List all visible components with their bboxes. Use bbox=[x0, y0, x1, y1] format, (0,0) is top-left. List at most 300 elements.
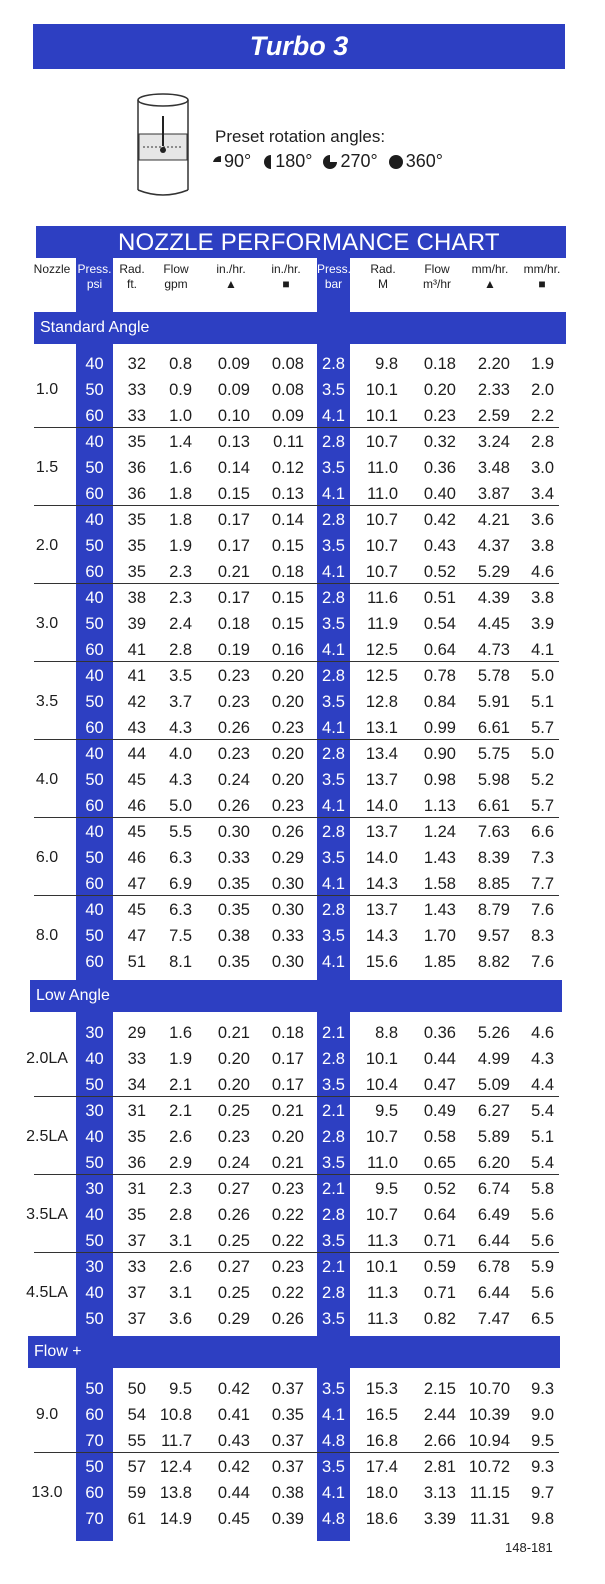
cell-press-psi: 40 bbox=[85, 433, 104, 451]
cell-rad-ft: 45 bbox=[127, 901, 146, 919]
cell-rad-m: 13.7 bbox=[365, 823, 398, 841]
group-divider bbox=[34, 817, 559, 818]
cell-flow-gpm: 10.8 bbox=[159, 1406, 192, 1424]
header-mm-hr-triangle: mm/hr. ▲ bbox=[471, 262, 509, 291]
cell-press-bar: 2.8 bbox=[322, 1050, 345, 1068]
nozzle-label: 9.0 bbox=[35, 1406, 59, 1423]
cell-in-hr-square: 0.20 bbox=[271, 667, 304, 685]
cell-press-bar: 3.5 bbox=[322, 1154, 345, 1172]
nozzle-label: 1.5 bbox=[35, 459, 59, 476]
cell-flow-m3: 0.42 bbox=[423, 511, 456, 529]
cell-press-bar: 2.8 bbox=[322, 1206, 345, 1224]
cell-flow-gpm: 3.5 bbox=[169, 667, 192, 685]
cell-press-psi: 70 bbox=[85, 1510, 104, 1528]
cell-flow-m3: 0.65 bbox=[423, 1154, 456, 1172]
cell-mm-hr-triangle: 2.59 bbox=[477, 407, 510, 425]
cell-flow-gpm: 2.1 bbox=[169, 1076, 192, 1094]
header-rad-ft: Rad. ft. bbox=[119, 262, 145, 291]
cell-flow-m3: 0.52 bbox=[423, 563, 456, 581]
cell-in-hr-square: 0.17 bbox=[271, 1076, 304, 1094]
cell-rad-m: 11.0 bbox=[367, 485, 398, 503]
cell-mm-hr-square: 3.8 bbox=[531, 537, 554, 555]
cell-mm-hr-triangle: 10.72 bbox=[468, 1458, 510, 1476]
header-press-psi: Press. psi bbox=[77, 262, 112, 291]
cell-flow-gpm: 2.3 bbox=[169, 589, 192, 607]
angle-label: 270° bbox=[340, 151, 378, 171]
cell-press-bar: 2.1 bbox=[322, 1258, 345, 1276]
cell-flow-gpm: 2.3 bbox=[169, 1180, 192, 1198]
cell-in-hr-triangle: 0.21 bbox=[217, 563, 250, 581]
cell-mm-hr-square: 3.8 bbox=[531, 589, 554, 607]
cell-mm-hr-square: 6.6 bbox=[531, 823, 554, 841]
cell-mm-hr-triangle: 8.79 bbox=[477, 901, 510, 919]
cell-press-psi: 50 bbox=[85, 1380, 104, 1398]
header-rad-m: Rad. M bbox=[370, 262, 396, 291]
cell-in-hr-square: 0.38 bbox=[271, 1484, 304, 1502]
cell-flow-m3: 1.13 bbox=[423, 797, 456, 815]
cell-in-hr-square: 0.20 bbox=[271, 771, 304, 789]
cell-flow-m3: 0.71 bbox=[423, 1232, 456, 1250]
cell-press-bar: 4.1 bbox=[322, 1484, 345, 1502]
cell-press-bar: 2.8 bbox=[322, 1128, 345, 1146]
cell-rad-m: 16.8 bbox=[365, 1432, 398, 1450]
cell-press-psi: 40 bbox=[85, 1206, 104, 1224]
half-circle-icon bbox=[261, 154, 273, 170]
cell-in-hr-triangle: 0.20 bbox=[217, 1050, 250, 1068]
cell-flow-m3: 2.15 bbox=[423, 1380, 456, 1398]
cell-flow-m3: 0.36 bbox=[423, 459, 456, 477]
cell-in-hr-triangle: 0.17 bbox=[217, 589, 250, 607]
cell-rad-ft: 61 bbox=[127, 1510, 146, 1528]
cell-mm-hr-square: 5.1 bbox=[531, 1128, 554, 1146]
cell-in-hr-triangle: 0.20 bbox=[217, 1076, 250, 1094]
cell-rad-m: 13.7 bbox=[365, 901, 398, 919]
cell-mm-hr-square: 9.0 bbox=[531, 1406, 554, 1424]
cell-rad-ft: 36 bbox=[127, 459, 146, 477]
cell-press-psi: 60 bbox=[85, 485, 104, 503]
header-mm-hr-square: mm/hr. ■ bbox=[523, 262, 561, 291]
cell-flow-gpm: 2.4 bbox=[169, 615, 192, 633]
cell-rad-m: 10.4 bbox=[365, 1076, 398, 1094]
cell-press-bar: 2.1 bbox=[322, 1102, 345, 1120]
cell-in-hr-square: 0.13 bbox=[271, 485, 304, 503]
cell-press-bar: 3.5 bbox=[322, 459, 345, 477]
cell-mm-hr-square: 7.3 bbox=[531, 849, 554, 867]
cell-rad-ft: 38 bbox=[127, 589, 146, 607]
cell-mm-hr-square: 3.6 bbox=[531, 511, 554, 529]
angle-180 bbox=[261, 151, 312, 172]
cell-press-psi: 40 bbox=[85, 1128, 104, 1146]
cell-press-bar: 3.5 bbox=[322, 381, 345, 399]
cell-mm-hr-square: 3.0 bbox=[531, 459, 554, 477]
cell-in-hr-square: 0.37 bbox=[271, 1380, 304, 1398]
group-divider bbox=[34, 427, 559, 428]
group-divider bbox=[34, 1252, 559, 1253]
cell-mm-hr-triangle: 10.70 bbox=[468, 1380, 510, 1398]
cell-flow-gpm: 11.7 bbox=[161, 1432, 192, 1450]
cell-press-bar: 2.1 bbox=[322, 1180, 345, 1198]
cell-in-hr-triangle: 0.25 bbox=[217, 1102, 250, 1120]
cell-rad-m: 10.7 bbox=[365, 1206, 398, 1224]
cell-press-psi: 40 bbox=[85, 511, 104, 529]
cell-press-bar: 4.1 bbox=[322, 797, 345, 815]
cell-press-bar: 3.5 bbox=[322, 1076, 345, 1094]
cell-flow-m3: 0.44 bbox=[423, 1050, 456, 1068]
header-flow-gpm: Flow gpm bbox=[163, 262, 189, 291]
cell-rad-m: 14.3 bbox=[365, 875, 398, 893]
cell-mm-hr-square: 5.7 bbox=[531, 797, 554, 815]
cell-in-hr-square: 0.11 bbox=[273, 433, 304, 451]
cell-press-psi: 50 bbox=[85, 537, 104, 555]
section-standard-angle: Standard Angle bbox=[34, 312, 566, 344]
cell-in-hr-square: 0.17 bbox=[271, 1050, 304, 1068]
cell-rad-ft: 36 bbox=[127, 1154, 146, 1172]
cell-mm-hr-square: 4.6 bbox=[531, 563, 554, 581]
cell-press-bar: 4.1 bbox=[322, 641, 345, 659]
cell-press-psi: 50 bbox=[85, 381, 104, 399]
cell-in-hr-square: 0.23 bbox=[271, 797, 304, 815]
group-divider bbox=[34, 1452, 559, 1453]
cell-in-hr-square: 0.20 bbox=[271, 745, 304, 763]
cell-in-hr-triangle: 0.09 bbox=[217, 381, 250, 399]
cell-in-hr-triangle: 0.43 bbox=[217, 1432, 250, 1450]
cell-in-hr-triangle: 0.26 bbox=[217, 719, 250, 737]
cell-flow-gpm: 5.0 bbox=[169, 797, 192, 815]
cell-press-bar: 2.8 bbox=[322, 667, 345, 685]
preset-angles bbox=[212, 151, 443, 172]
cell-in-hr-triangle: 0.42 bbox=[217, 1458, 250, 1476]
cell-rad-ft: 29 bbox=[127, 1024, 146, 1042]
cell-in-hr-square: 0.29 bbox=[271, 849, 304, 867]
cell-mm-hr-triangle: 5.09 bbox=[477, 1076, 510, 1094]
cell-rad-ft: 44 bbox=[127, 745, 146, 763]
angle-label: 90° bbox=[224, 151, 252, 171]
cell-rad-m: 10.1 bbox=[365, 407, 398, 425]
cell-mm-hr-square: 5.6 bbox=[531, 1284, 554, 1302]
header-nozzle: Nozzle bbox=[33, 262, 71, 276]
cell-press-psi: 60 bbox=[85, 797, 104, 815]
cell-in-hr-triangle: 0.13 bbox=[217, 433, 250, 451]
chart-title bbox=[36, 226, 566, 258]
cell-mm-hr-triangle: 5.29 bbox=[477, 563, 510, 581]
cell-in-hr-triangle: 0.27 bbox=[217, 1180, 250, 1198]
cell-flow-m3: 0.78 bbox=[423, 667, 456, 685]
page-title: Turbo 3 bbox=[33, 24, 565, 69]
cell-in-hr-triangle: 0.45 bbox=[217, 1510, 250, 1528]
cell-rad-ft: 31 bbox=[127, 1102, 146, 1120]
cell-rad-m: 12.5 bbox=[365, 667, 398, 685]
cell-rad-ft: 31 bbox=[127, 1180, 146, 1198]
cell-flow-m3: 0.64 bbox=[423, 641, 456, 659]
cell-mm-hr-square: 7.7 bbox=[531, 875, 554, 893]
cell-flow-gpm: 0.8 bbox=[169, 355, 192, 373]
cell-rad-m: 18.0 bbox=[365, 1484, 398, 1502]
cell-rad-ft: 51 bbox=[127, 953, 146, 971]
cell-press-psi: 50 bbox=[85, 1310, 104, 1328]
cell-flow-m3: 0.18 bbox=[423, 355, 456, 373]
cell-rad-m: 17.4 bbox=[365, 1458, 398, 1476]
cell-rad-ft: 35 bbox=[127, 511, 146, 529]
cell-rad-m: 16.5 bbox=[365, 1406, 398, 1424]
cell-flow-gpm: 2.3 bbox=[169, 563, 192, 581]
cell-mm-hr-triangle: 6.44 bbox=[477, 1232, 510, 1250]
cell-rad-ft: 54 bbox=[127, 1406, 146, 1424]
cell-in-hr-triangle: 0.25 bbox=[217, 1232, 250, 1250]
cell-flow-gpm: 6.3 bbox=[169, 901, 192, 919]
nozzle-label: 13.0 bbox=[31, 1484, 63, 1501]
cell-in-hr-triangle: 0.29 bbox=[217, 1310, 250, 1328]
cell-rad-m: 10.7 bbox=[365, 433, 398, 451]
cell-press-bar: 4.8 bbox=[322, 1510, 345, 1528]
cell-rad-m: 10.1 bbox=[365, 1050, 398, 1068]
cell-in-hr-square: 0.30 bbox=[271, 875, 304, 893]
cell-press-psi: 50 bbox=[85, 771, 104, 789]
cell-rad-m: 11.9 bbox=[367, 615, 398, 633]
cell-flow-gpm: 2.9 bbox=[169, 1154, 192, 1172]
cell-press-bar: 3.5 bbox=[322, 1310, 345, 1328]
group-divider bbox=[34, 739, 559, 740]
cell-press-psi: 60 bbox=[85, 563, 104, 581]
cell-rad-m: 15.3 bbox=[365, 1380, 398, 1398]
cell-mm-hr-triangle: 4.39 bbox=[477, 589, 510, 607]
cell-flow-gpm: 4.3 bbox=[169, 771, 192, 789]
cell-rad-ft: 37 bbox=[127, 1232, 146, 1250]
cell-press-bar: 4.8 bbox=[322, 1432, 345, 1450]
cell-flow-m3: 2.81 bbox=[423, 1458, 456, 1476]
cell-mm-hr-triangle: 10.94 bbox=[468, 1432, 510, 1450]
cell-mm-hr-triangle: 6.44 bbox=[477, 1284, 510, 1302]
cell-rad-ft: 36 bbox=[127, 485, 146, 503]
cell-flow-m3: 0.84 bbox=[423, 693, 456, 711]
nozzle-label: 2.0LA bbox=[26, 1050, 68, 1067]
cell-in-hr-square: 0.23 bbox=[271, 719, 304, 737]
full-circle-icon bbox=[388, 154, 404, 170]
cell-in-hr-square: 0.14 bbox=[271, 511, 304, 529]
cell-press-psi: 40 bbox=[85, 589, 104, 607]
cell-rad-ft: 33 bbox=[127, 1258, 146, 1276]
cell-mm-hr-square: 5.6 bbox=[531, 1206, 554, 1224]
cell-in-hr-triangle: 0.14 bbox=[217, 459, 250, 477]
cell-in-hr-square: 0.15 bbox=[271, 615, 304, 633]
cell-flow-gpm: 8.1 bbox=[169, 953, 192, 971]
cell-in-hr-triangle: 0.30 bbox=[217, 823, 250, 841]
cell-mm-hr-triangle: 5.91 bbox=[477, 693, 510, 711]
cell-rad-m: 12.5 bbox=[365, 641, 398, 659]
cell-rad-m: 13.4 bbox=[365, 745, 398, 763]
cell-mm-hr-square: 5.1 bbox=[531, 693, 554, 711]
section-low-angle: Low Angle bbox=[30, 980, 562, 1012]
cell-flow-m3: 0.82 bbox=[423, 1310, 456, 1328]
cell-press-psi: 70 bbox=[85, 1432, 104, 1450]
cell-in-hr-square: 0.22 bbox=[271, 1284, 304, 1302]
cell-in-hr-square: 0.37 bbox=[271, 1432, 304, 1450]
cell-mm-hr-triangle: 5.26 bbox=[477, 1024, 510, 1042]
cell-press-bar: 4.1 bbox=[322, 407, 345, 425]
cell-flow-gpm: 0.9 bbox=[169, 381, 192, 399]
cell-rad-ft: 33 bbox=[127, 407, 146, 425]
cell-rad-ft: 42 bbox=[127, 693, 146, 711]
cell-press-bar: 3.5 bbox=[322, 615, 345, 633]
cell-rad-ft: 45 bbox=[127, 771, 146, 789]
angle-270 bbox=[322, 151, 377, 172]
cell-press-bar: 4.1 bbox=[322, 875, 345, 893]
cell-in-hr-triangle: 0.35 bbox=[217, 953, 250, 971]
cell-mm-hr-triangle: 11.31 bbox=[469, 1510, 510, 1528]
group-divider bbox=[34, 661, 559, 662]
cell-in-hr-square: 0.15 bbox=[271, 537, 304, 555]
cell-flow-m3: 0.98 bbox=[423, 771, 456, 789]
cell-mm-hr-square: 5.4 bbox=[531, 1154, 554, 1172]
cell-press-bar: 3.5 bbox=[322, 771, 345, 789]
cell-in-hr-square: 0.20 bbox=[271, 1128, 304, 1146]
cell-rad-m: 11.3 bbox=[367, 1232, 398, 1250]
cell-rad-ft: 46 bbox=[127, 849, 146, 867]
cell-press-bar: 3.5 bbox=[322, 537, 345, 555]
cell-rad-m: 10.7 bbox=[365, 563, 398, 581]
cell-mm-hr-triangle: 5.78 bbox=[477, 667, 510, 685]
cell-in-hr-triangle: 0.35 bbox=[217, 875, 250, 893]
cell-press-bar: 3.5 bbox=[322, 927, 345, 945]
cell-mm-hr-triangle: 6.61 bbox=[477, 797, 510, 815]
cell-flow-m3: 1.85 bbox=[423, 953, 456, 971]
cell-in-hr-triangle: 0.38 bbox=[217, 927, 250, 945]
cell-mm-hr-square: 3.4 bbox=[531, 485, 554, 503]
cell-mm-hr-triangle: 3.24 bbox=[477, 433, 510, 451]
cell-rad-ft: 37 bbox=[127, 1284, 146, 1302]
cell-mm-hr-square: 5.2 bbox=[531, 771, 554, 789]
cell-rad-ft: 33 bbox=[127, 1050, 146, 1068]
cell-mm-hr-triangle: 6.20 bbox=[477, 1154, 510, 1172]
cell-flow-gpm: 1.9 bbox=[169, 1050, 192, 1068]
cell-rad-m: 11.3 bbox=[367, 1310, 398, 1328]
cell-flow-gpm: 3.1 bbox=[169, 1232, 192, 1250]
cell-flow-gpm: 3.6 bbox=[169, 1310, 192, 1328]
cell-press-psi: 30 bbox=[85, 1102, 104, 1120]
angle-360 bbox=[388, 151, 443, 172]
cell-rad-m: 11.0 bbox=[367, 1154, 398, 1172]
cell-flow-m3: 0.40 bbox=[423, 485, 456, 503]
cell-mm-hr-square: 9.3 bbox=[531, 1380, 554, 1398]
cell-in-hr-square: 0.09 bbox=[271, 407, 304, 425]
nozzle-label: 1.0 bbox=[35, 381, 59, 398]
cell-press-bar: 4.1 bbox=[322, 719, 345, 737]
cell-rad-m: 13.7 bbox=[365, 771, 398, 789]
cell-mm-hr-square: 2.2 bbox=[531, 407, 554, 425]
nozzle-label: 3.5 bbox=[35, 693, 59, 710]
cell-mm-hr-triangle: 11.15 bbox=[469, 1484, 510, 1502]
cell-in-hr-triangle: 0.44 bbox=[217, 1484, 250, 1502]
cell-press-bar: 2.8 bbox=[322, 355, 345, 373]
cell-flow-m3: 0.32 bbox=[423, 433, 456, 451]
cell-press-bar: 2.1 bbox=[322, 1024, 345, 1042]
cell-flow-m3: 0.36 bbox=[423, 1024, 456, 1042]
cell-press-bar: 2.8 bbox=[322, 511, 345, 529]
cell-flow-gpm: 1.8 bbox=[169, 485, 192, 503]
cell-flow-m3: 0.99 bbox=[423, 719, 456, 737]
cell-rad-m: 8.8 bbox=[375, 1024, 398, 1042]
group-divider bbox=[34, 583, 559, 584]
cell-flow-m3: 0.71 bbox=[423, 1284, 456, 1302]
cell-flow-m3: 0.49 bbox=[423, 1102, 456, 1120]
cell-rad-m: 18.6 bbox=[365, 1510, 398, 1528]
cell-flow-gpm: 3.1 bbox=[169, 1284, 192, 1302]
group-divider bbox=[34, 1096, 559, 1097]
cell-in-hr-triangle: 0.21 bbox=[217, 1024, 250, 1042]
cell-flow-gpm: 7.5 bbox=[169, 927, 192, 945]
cell-in-hr-triangle: 0.19 bbox=[217, 641, 250, 659]
nozzle-label: 3.0 bbox=[35, 615, 59, 632]
cell-mm-hr-square: 4.1 bbox=[531, 641, 554, 659]
cell-rad-m: 9.5 bbox=[375, 1180, 398, 1198]
nozzle-label: 8.0 bbox=[35, 927, 59, 944]
cell-in-hr-triangle: 0.24 bbox=[217, 1154, 250, 1172]
cell-mm-hr-triangle: 6.61 bbox=[477, 719, 510, 737]
cell-rad-ft: 57 bbox=[127, 1458, 146, 1476]
cell-in-hr-square: 0.18 bbox=[271, 563, 304, 581]
cell-in-hr-square: 0.22 bbox=[271, 1232, 304, 1250]
cell-press-bar: 2.8 bbox=[322, 901, 345, 919]
cell-in-hr-triangle: 0.27 bbox=[217, 1258, 250, 1276]
cell-in-hr-triangle: 0.10 bbox=[217, 407, 250, 425]
cell-flow-m3: 0.52 bbox=[423, 1180, 456, 1198]
cell-mm-hr-triangle: 6.27 bbox=[477, 1102, 510, 1120]
cell-in-hr-triangle: 0.26 bbox=[217, 797, 250, 815]
cell-in-hr-square: 0.08 bbox=[271, 381, 304, 399]
cell-in-hr-triangle: 0.23 bbox=[217, 745, 250, 763]
cell-flow-m3: 1.58 bbox=[423, 875, 456, 893]
cell-flow-gpm: 6.3 bbox=[169, 849, 192, 867]
cell-press-psi: 60 bbox=[85, 953, 104, 971]
cell-press-psi: 30 bbox=[85, 1180, 104, 1198]
cell-in-hr-square: 0.16 bbox=[271, 641, 304, 659]
cell-rad-ft: 35 bbox=[127, 1128, 146, 1146]
cell-mm-hr-square: 9.3 bbox=[531, 1458, 554, 1476]
cell-in-hr-square: 0.22 bbox=[271, 1206, 304, 1224]
cell-in-hr-square: 0.21 bbox=[271, 1154, 304, 1172]
cell-flow-m3: 0.51 bbox=[423, 589, 456, 607]
angle-label: 360° bbox=[405, 151, 443, 171]
cell-rad-ft: 35 bbox=[127, 563, 146, 581]
cell-in-hr-triangle: 0.41 bbox=[217, 1406, 250, 1424]
cell-rad-m: 10.1 bbox=[365, 381, 398, 399]
cell-mm-hr-square: 9.7 bbox=[531, 1484, 554, 1502]
three-quarter-circle-icon bbox=[322, 154, 338, 170]
cell-mm-hr-triangle: 8.82 bbox=[477, 953, 510, 971]
cell-in-hr-square: 0.21 bbox=[271, 1102, 304, 1120]
nozzle-label: 2.5LA bbox=[26, 1128, 68, 1145]
cell-press-psi: 50 bbox=[85, 849, 104, 867]
cell-press-psi: 50 bbox=[85, 1232, 104, 1250]
cell-in-hr-triangle: 0.17 bbox=[217, 537, 250, 555]
cell-mm-hr-triangle: 5.98 bbox=[477, 771, 510, 789]
cell-press-psi: 50 bbox=[85, 459, 104, 477]
cell-mm-hr-triangle: 4.45 bbox=[477, 615, 510, 633]
cell-flow-m3: 0.90 bbox=[423, 745, 456, 763]
cell-flow-gpm: 2.6 bbox=[169, 1258, 192, 1276]
cell-rad-ft: 43 bbox=[127, 719, 146, 737]
cell-mm-hr-square: 2.8 bbox=[531, 433, 554, 451]
cell-mm-hr-square: 4.4 bbox=[531, 1076, 554, 1094]
cell-rad-ft: 35 bbox=[127, 537, 146, 555]
cell-rad-m: 9.8 bbox=[375, 355, 398, 373]
cell-flow-m3: 0.23 bbox=[423, 407, 456, 425]
cell-press-psi: 50 bbox=[85, 927, 104, 945]
cell-rad-ft: 41 bbox=[127, 667, 146, 685]
cell-press-bar: 4.1 bbox=[322, 953, 345, 971]
cell-mm-hr-square: 6.5 bbox=[531, 1310, 554, 1328]
nozzle-label: 4.5LA bbox=[26, 1284, 68, 1301]
cell-in-hr-square: 0.26 bbox=[271, 1310, 304, 1328]
